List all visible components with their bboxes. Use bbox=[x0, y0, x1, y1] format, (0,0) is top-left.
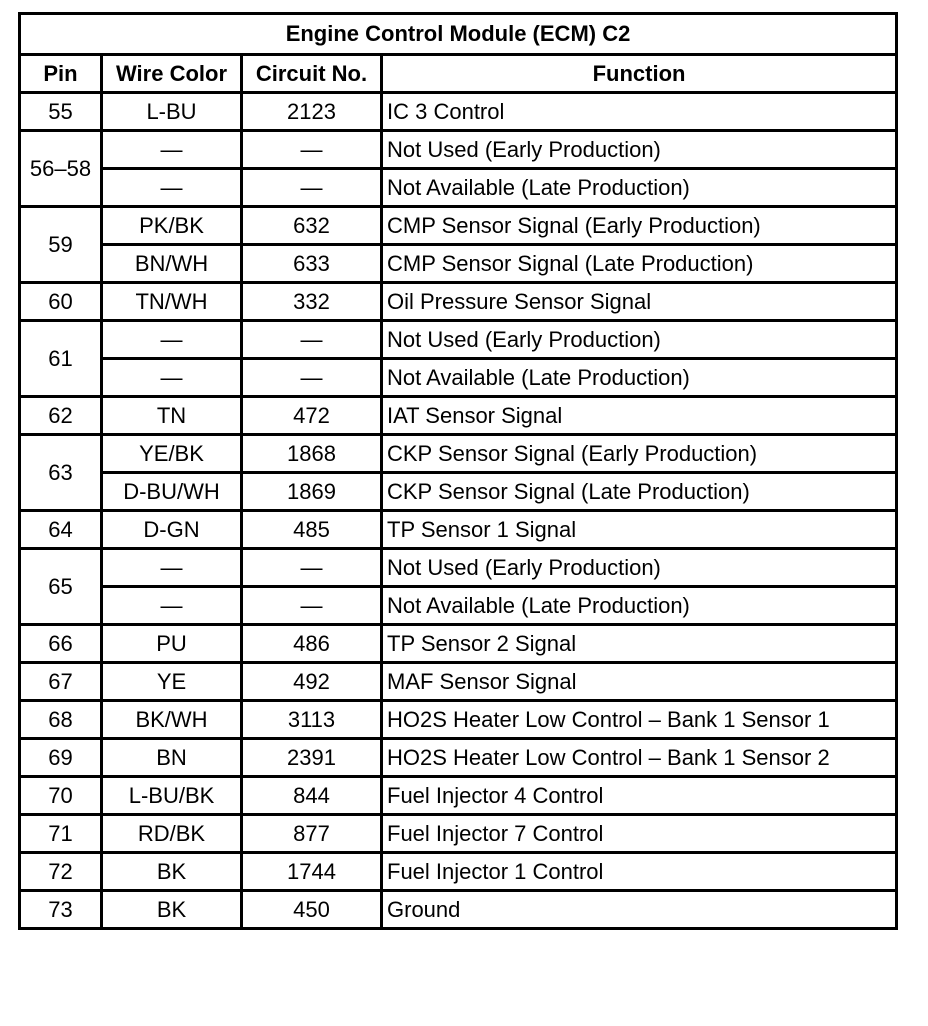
circuit-number-cell: 472 bbox=[242, 397, 382, 435]
wire-color-cell: BN/WH bbox=[102, 245, 242, 283]
function-cell: Not Available (Late Production) bbox=[382, 359, 897, 397]
wire-color-cell: — bbox=[102, 131, 242, 169]
title-row bbox=[20, 14, 897, 55]
table-row bbox=[20, 853, 897, 891]
circuit-number-cell: 3113 bbox=[242, 701, 382, 739]
function-cell: Oil Pressure Sensor Signal bbox=[382, 283, 897, 321]
circuit-number-cell: — bbox=[242, 321, 382, 359]
wire-color-cell: TN bbox=[102, 397, 242, 435]
function-cell: HO2S Heater Low Control – Bank 1 Sensor 2 bbox=[382, 739, 897, 777]
circuit-number-cell: 1744 bbox=[242, 853, 382, 891]
circuit-number-cell: 877 bbox=[242, 815, 382, 853]
function-cell: IC 3 Control bbox=[382, 93, 897, 131]
table-row bbox=[20, 815, 897, 853]
table-row bbox=[20, 435, 897, 473]
circuit-number-cell: 492 bbox=[242, 663, 382, 701]
circuit-number-cell: 2123 bbox=[242, 93, 382, 131]
wire-color-cell: — bbox=[102, 359, 242, 397]
table-row bbox=[20, 473, 897, 511]
function-cell: HO2S Heater Low Control – Bank 1 Sensor 1 bbox=[382, 701, 897, 739]
wire-color-cell: L-BU bbox=[102, 93, 242, 131]
wire-color-cell: — bbox=[102, 321, 242, 359]
wire-color-cell: — bbox=[102, 587, 242, 625]
wire-color-cell: BK bbox=[102, 853, 242, 891]
table-row bbox=[20, 701, 897, 739]
circuit-number-cell: 1868 bbox=[242, 435, 382, 473]
pin-cell: 68 bbox=[20, 701, 102, 739]
circuit-number-cell: — bbox=[242, 549, 382, 587]
pin-cell: 67 bbox=[20, 663, 102, 701]
table-row bbox=[20, 891, 897, 929]
function-cell: Not Available (Late Production) bbox=[382, 169, 897, 207]
function-cell: TP Sensor 2 Signal bbox=[382, 625, 897, 663]
pin-cell: 70 bbox=[20, 777, 102, 815]
function-cell: CMP Sensor Signal (Early Production) bbox=[382, 207, 897, 245]
table-row bbox=[20, 739, 897, 777]
table-row bbox=[20, 321, 897, 359]
function-cell: IAT Sensor Signal bbox=[382, 397, 897, 435]
table-row bbox=[20, 131, 897, 169]
header-pin: Pin bbox=[20, 55, 102, 93]
wire-color-cell: PK/BK bbox=[102, 207, 242, 245]
circuit-number-cell: — bbox=[242, 359, 382, 397]
pin-cell: 60 bbox=[20, 283, 102, 321]
pin-cell: 61 bbox=[20, 321, 102, 397]
wire-color-cell: BK/WH bbox=[102, 701, 242, 739]
wire-color-cell: D-BU/WH bbox=[102, 473, 242, 511]
circuit-number-cell: 633 bbox=[242, 245, 382, 283]
table-title: Engine Control Module (ECM) C2 bbox=[20, 14, 897, 55]
header-wire-color: Wire Color bbox=[102, 55, 242, 93]
pin-cell: 72 bbox=[20, 853, 102, 891]
pin-cell: 56–58 bbox=[20, 131, 102, 207]
wire-color-cell: L-BU/BK bbox=[102, 777, 242, 815]
function-cell: Fuel Injector 1 Control bbox=[382, 853, 897, 891]
table-row bbox=[20, 359, 897, 397]
table-row bbox=[20, 549, 897, 587]
wire-color-cell: TN/WH bbox=[102, 283, 242, 321]
wire-color-cell: — bbox=[102, 549, 242, 587]
function-cell: MAF Sensor Signal bbox=[382, 663, 897, 701]
pin-cell: 64 bbox=[20, 511, 102, 549]
table-row bbox=[20, 169, 897, 207]
table-row bbox=[20, 511, 897, 549]
circuit-number-cell: 450 bbox=[242, 891, 382, 929]
wire-color-cell: YE/BK bbox=[102, 435, 242, 473]
table-row bbox=[20, 93, 897, 131]
table-row bbox=[20, 625, 897, 663]
pin-cell: 59 bbox=[20, 207, 102, 283]
table-row bbox=[20, 245, 897, 283]
circuit-number-cell: 632 bbox=[242, 207, 382, 245]
wire-color-cell: BK bbox=[102, 891, 242, 929]
table-row bbox=[20, 283, 897, 321]
circuit-number-cell: — bbox=[242, 131, 382, 169]
function-cell: Fuel Injector 4 Control bbox=[382, 777, 897, 815]
table-row bbox=[20, 663, 897, 701]
table-body bbox=[20, 93, 897, 929]
wire-color-cell: PU bbox=[102, 625, 242, 663]
pin-cell: 62 bbox=[20, 397, 102, 435]
circuit-number-cell: 2391 bbox=[242, 739, 382, 777]
circuit-number-cell: 485 bbox=[242, 511, 382, 549]
wire-color-cell: — bbox=[102, 169, 242, 207]
connector-pinout-table bbox=[18, 12, 898, 930]
function-cell: Not Used (Early Production) bbox=[382, 549, 897, 587]
header-function: Function bbox=[382, 55, 897, 93]
circuit-number-cell: 844 bbox=[242, 777, 382, 815]
function-cell: Fuel Injector 7 Control bbox=[382, 815, 897, 853]
table-row bbox=[20, 777, 897, 815]
function-cell: CKP Sensor Signal (Late Production) bbox=[382, 473, 897, 511]
circuit-number-cell: — bbox=[242, 587, 382, 625]
function-cell: Not Used (Early Production) bbox=[382, 321, 897, 359]
pin-cell: 63 bbox=[20, 435, 102, 511]
pin-cell: 69 bbox=[20, 739, 102, 777]
wire-color-cell: D-GN bbox=[102, 511, 242, 549]
wire-color-cell: RD/BK bbox=[102, 815, 242, 853]
table-row bbox=[20, 587, 897, 625]
circuit-number-cell: — bbox=[242, 169, 382, 207]
circuit-number-cell: 332 bbox=[242, 283, 382, 321]
pin-cell: 65 bbox=[20, 549, 102, 625]
function-cell: Not Used (Early Production) bbox=[382, 131, 897, 169]
wire-color-cell: BN bbox=[102, 739, 242, 777]
header-circuit-no: Circuit No. bbox=[242, 55, 382, 93]
table-row bbox=[20, 207, 897, 245]
function-cell: Not Available (Late Production) bbox=[382, 587, 897, 625]
function-cell: CMP Sensor Signal (Late Production) bbox=[382, 245, 897, 283]
pin-cell: 71 bbox=[20, 815, 102, 853]
table-row bbox=[20, 397, 897, 435]
wire-color-cell: YE bbox=[102, 663, 242, 701]
header-row bbox=[20, 55, 897, 93]
function-cell: Ground bbox=[382, 891, 897, 929]
pin-cell: 55 bbox=[20, 93, 102, 131]
circuit-number-cell: 486 bbox=[242, 625, 382, 663]
function-cell: TP Sensor 1 Signal bbox=[382, 511, 897, 549]
function-cell: CKP Sensor Signal (Early Production) bbox=[382, 435, 897, 473]
pin-cell: 73 bbox=[20, 891, 102, 929]
circuit-number-cell: 1869 bbox=[242, 473, 382, 511]
pin-cell: 66 bbox=[20, 625, 102, 663]
